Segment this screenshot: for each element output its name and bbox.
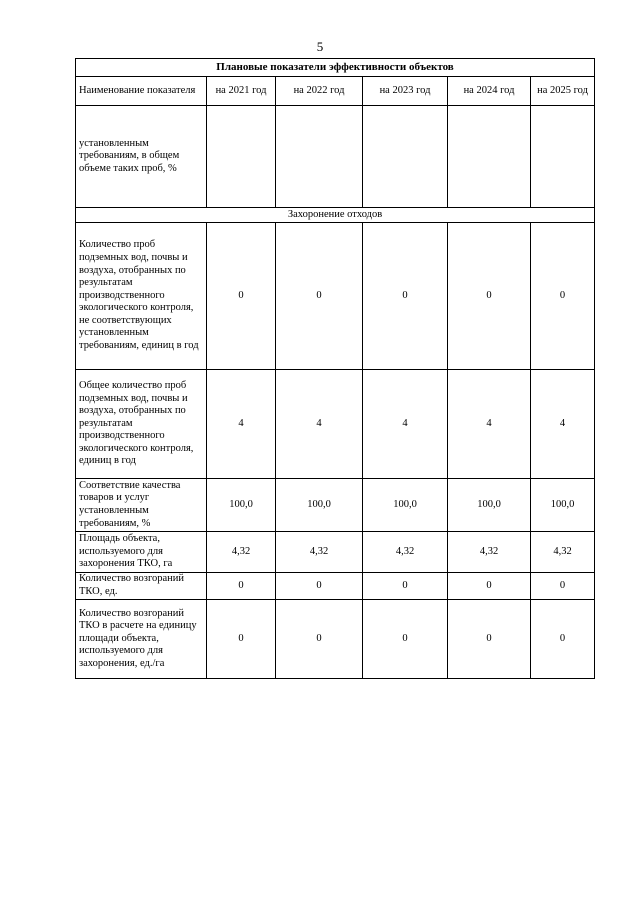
indicator-value: 4,32 [448,532,531,573]
indicator-value: 4,32 [276,532,363,573]
indicator-value: 4 [207,370,276,479]
indicator-name: Соответствие качества товаров и услуг установленным требованиям, % [76,479,207,532]
indicator-value: 0 [448,600,531,679]
indicator-value: 4 [276,370,363,479]
indicator-value: 4 [363,370,448,479]
header-year-2024: на 2024 год [448,77,531,106]
table-title: Плановые показатели эффективности объектов [76,59,595,77]
section-title: Захоронение отходов [76,208,595,223]
indicator-value: 100,0 [207,479,276,532]
indicator-value: 100,0 [448,479,531,532]
indicator-name: установленным требованиям, в общем объеме таких проб, % [76,106,207,208]
table-row [76,573,595,600]
indicator-value: 0 [448,223,531,370]
header-year-2023: на 2023 год [363,77,448,106]
indicator-value: 0 [448,573,531,600]
indicator-value: 0 [207,600,276,679]
indicator-name: Количество проб подземных вод, почвы и воздуха, отобранных по результатам производственного экологического контроля, не соответствующих установленным требованиям, единиц в год [76,223,207,370]
indicator-name: Количество возгораний ТКО, ед. [76,573,207,600]
table-row [76,106,595,208]
indicator-value: 4,32 [531,532,595,573]
indicator-value: 4 [448,370,531,479]
indicator-value: 0 [207,223,276,370]
indicator-value: 0 [276,600,363,679]
header-year-2022: на 2022 год [276,77,363,106]
table-row [76,223,595,370]
table-row [76,479,595,532]
indicator-value [531,106,595,208]
indicator-name: Количество возгораний ТКО в расчете на единицу площади объекта, используемого для захоронения, ед./га [76,600,207,679]
table-row [76,600,595,679]
table-header-row [76,77,595,106]
indicator-value: 4,32 [363,532,448,573]
header-indicator-name: Наименование показателя [76,77,207,106]
indicator-value: 0 [531,223,595,370]
page-number: 5 [316,39,324,54]
indicator-value [276,106,363,208]
indicator-value: 100,0 [531,479,595,532]
table-row [76,532,595,573]
header-year-2021: на 2021 год [207,77,276,106]
indicator-value: 100,0 [363,479,448,532]
indicator-value: 4 [531,370,595,479]
indicator-value [363,106,448,208]
indicator-value: 4,32 [207,532,276,573]
indicator-value [448,106,531,208]
indicator-value: 0 [363,600,448,679]
indicator-value: 0 [276,573,363,600]
indicators-table [75,58,595,679]
indicator-value: 0 [363,223,448,370]
indicator-value: 0 [531,600,595,679]
indicator-value: 100,0 [276,479,363,532]
table-row [76,370,595,479]
header-year-2025: на 2025 год [531,77,595,106]
indicator-name: Общее количество проб подземных вод, почвы и воздуха, отобранных по результатам производственного экологического контроля, единиц в год [76,370,207,479]
indicator-value: 0 [363,573,448,600]
indicator-value: 0 [207,573,276,600]
indicator-value [207,106,276,208]
indicator-value: 0 [276,223,363,370]
indicator-name: Площадь объекта, используемого для захоронения ТКО, га [76,532,207,573]
indicator-value: 0 [531,573,595,600]
